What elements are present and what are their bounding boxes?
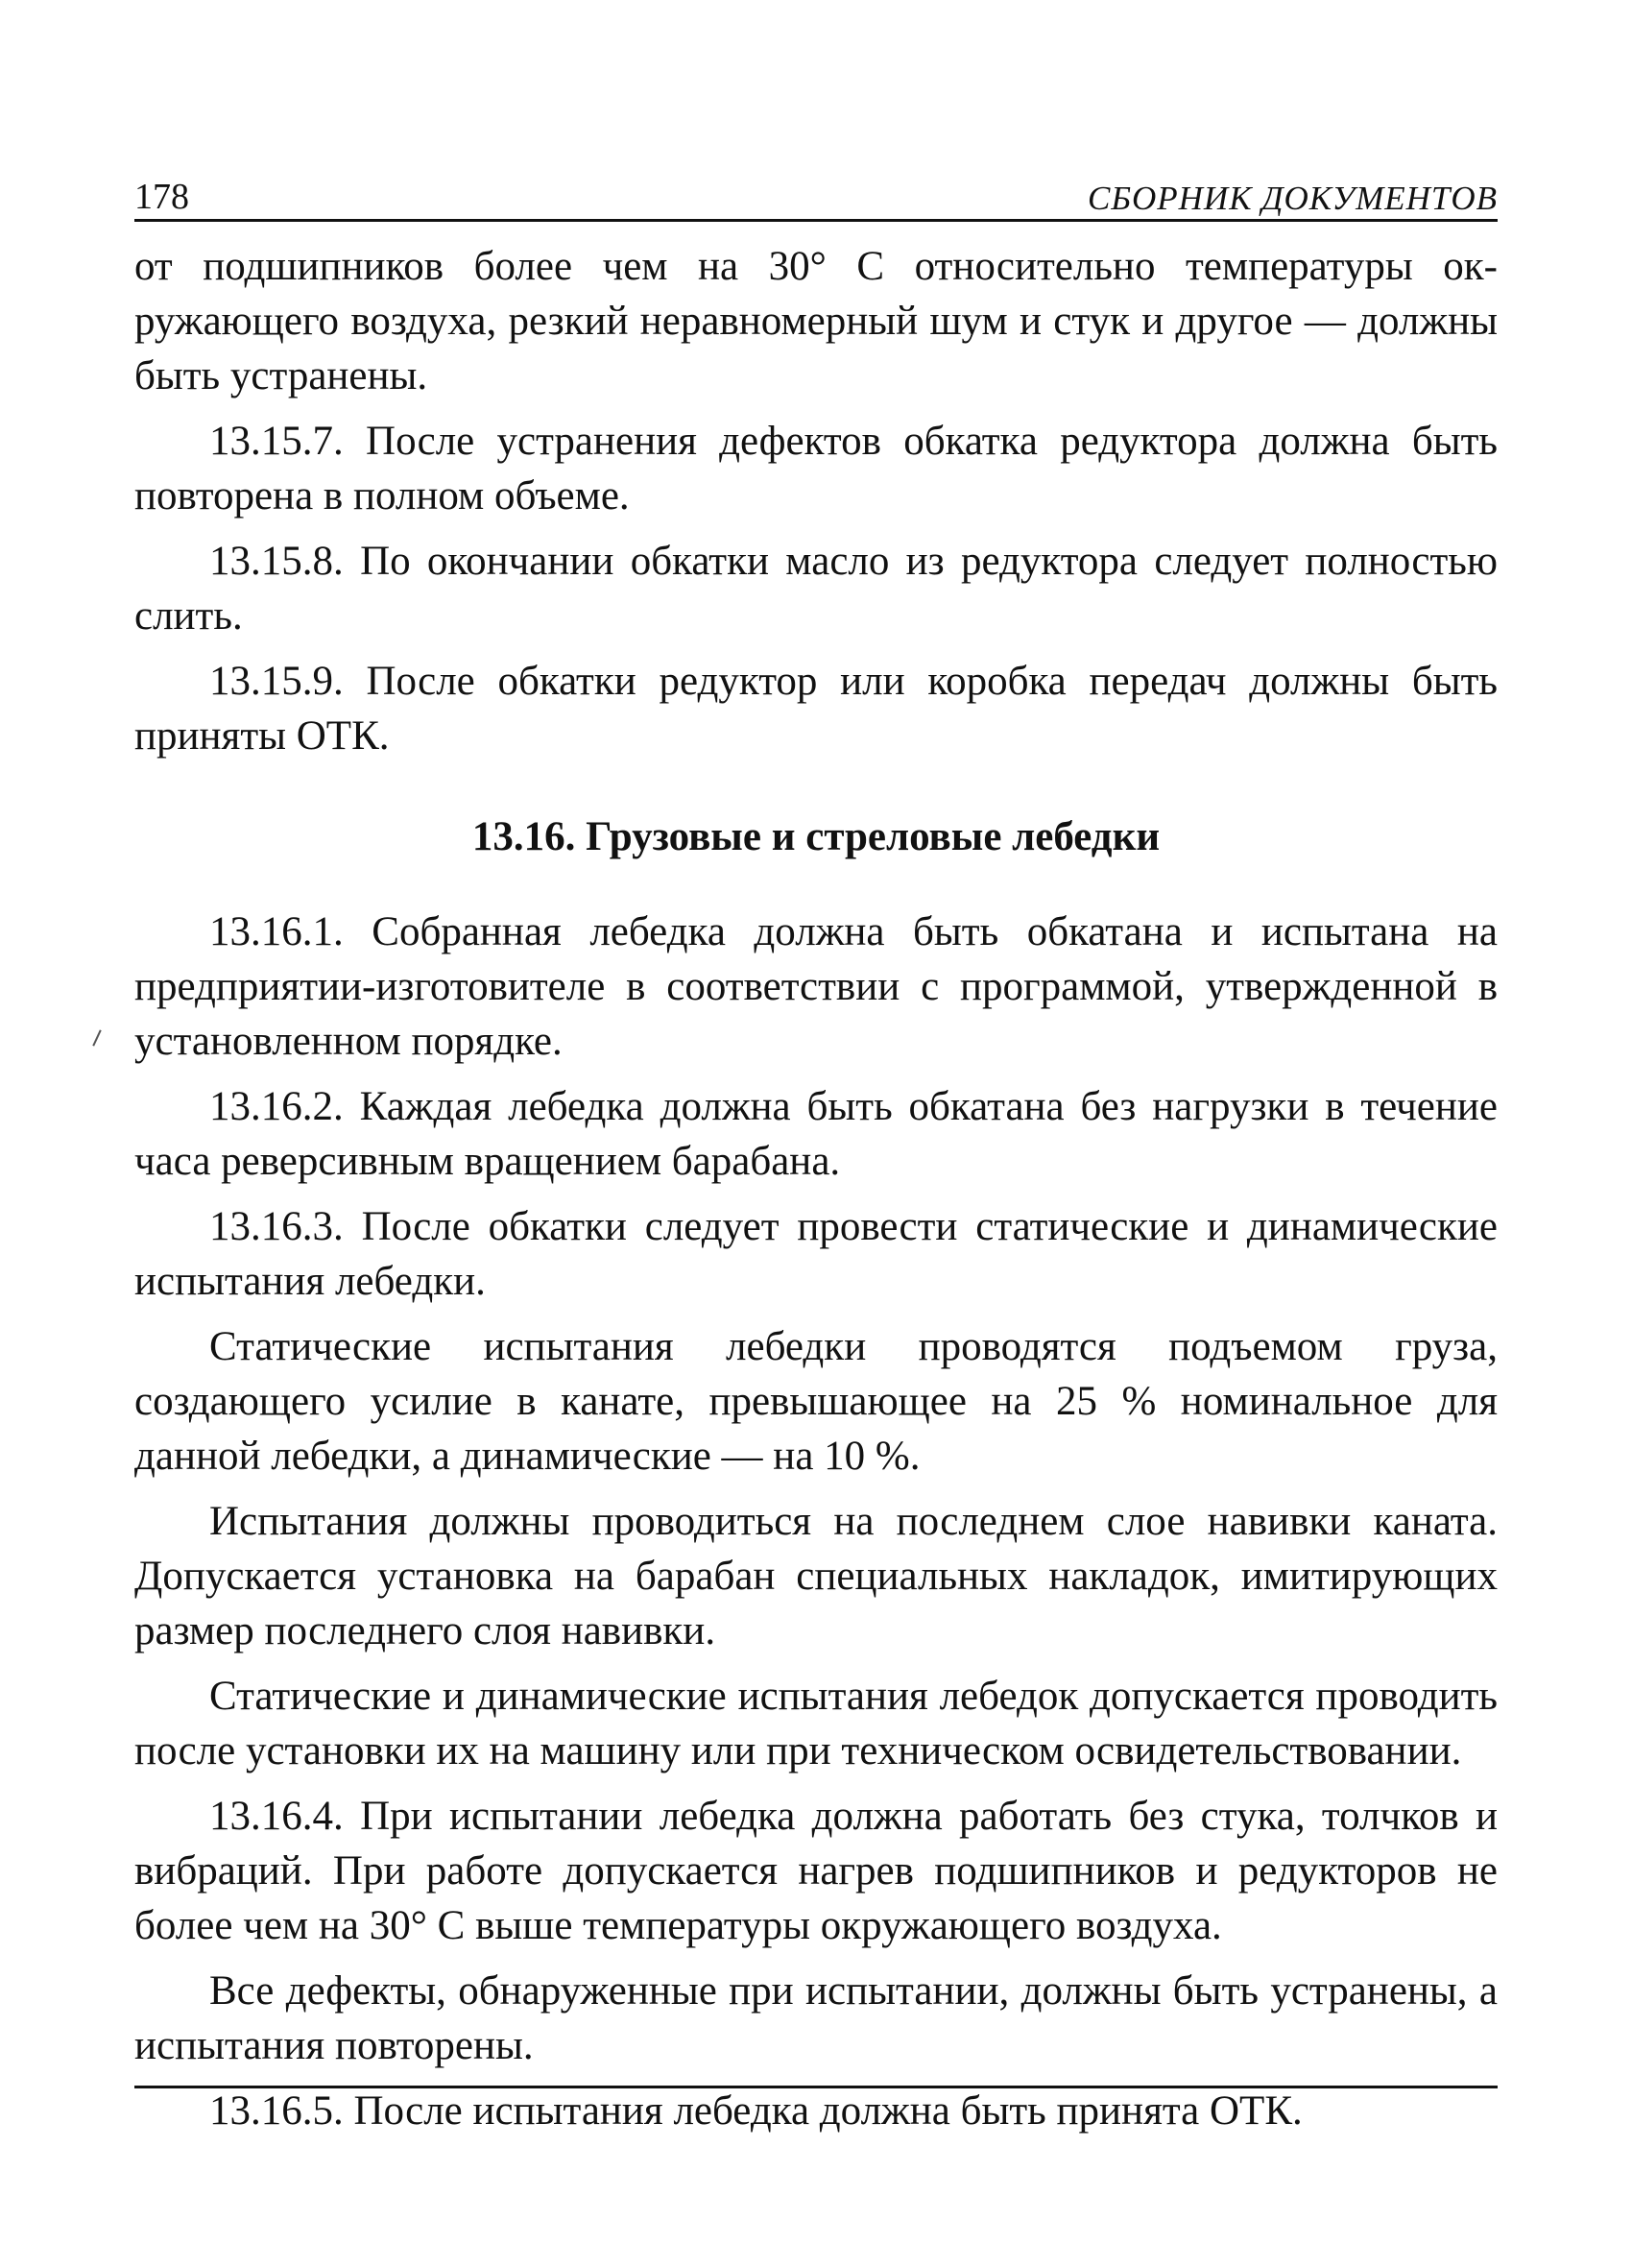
paragraph-defects: Все дефекты, обнаруженные при испытании, должны быть устранены, а испытания повторены.	[134, 1968, 1498, 2068]
paragraph-13-15-9: 13.15.9. После обкатки редуктор или коробка передач должны быть приняты ОТК.	[134, 659, 1498, 759]
paragraph-continuation: от подшипников более чем на 30° С относительно температуры окружающего воздуха, резкий неравномерный шум и стук и другое — должны быть устранены.	[134, 244, 1498, 398]
document-page	[134, 161, 1498, 2149]
body-text	[134, 239, 1498, 2138]
paragraph-static-tests: Статические испытания лебедки проводятся подъемом груза, создающего усилие в канате, превышающее на 25 % номинальное для данной лебедки, а динамические — на 10 %.	[134, 1324, 1498, 1479]
running-header	[134, 161, 1498, 222]
collection-title: СБОРНИК ДОКУМЕНТОВ	[1088, 180, 1498, 217]
section-heading-13-16: 13.16. Грузовые и стреловые лебедки	[471, 814, 1161, 859]
paragraph-13-16-3: 13.16.3. После обкатки следует провести статические и динамические испытания лебедки.	[134, 1204, 1498, 1304]
paragraph-13-16-5: 13.16.5. После испытания лебедка должна быть принята ОТК.	[209, 2088, 1303, 2134]
paragraph-13-15-7: 13.15.7. После устранения дефектов обкатка редуктора должна быть повторена в полном объеме.	[134, 419, 1498, 519]
paragraph-last-layer: Испытания должны проводиться на последнем слое навивки каната. Допускается установка на барабан специальных накладок, имитирующих размер последнего слоя навивки.	[134, 1499, 1498, 1653]
bottom-rule	[134, 2086, 1498, 2088]
paragraph-13-16-1: 13.16.1. Собранная лебедка должна быть обкатана и испытана на предприятии-изготовителе в соответствии с программой, утвержденной в установленном порядке.	[134, 909, 1498, 1064]
scan-artifact-mark	[92, 1029, 101, 1046]
paragraph-after-install: Статические и динамические испытания лебедок допускается проводить после установки их на машину или при техническом освидетельствовании.	[134, 1674, 1498, 1773]
paragraph-13-16-2: 13.16.2. Каждая лебедка должна быть обкатана без нагрузки в течение часа реверсивным вращением барабана.	[134, 1084, 1498, 1184]
paragraph-13-15-8: 13.15.8. По окончании обкатки масло из редуктора следует полностью слить.	[134, 539, 1498, 639]
page-number: 178	[134, 177, 189, 217]
paragraph-13-16-4: 13.16.4. При испытании лебедка должна работать без стука, толчков и вибраций. При работе допускается нагрев подшипников и редукторов не более чем на 30° С выше температуры окружающего воздуха.	[134, 1794, 1498, 1948]
